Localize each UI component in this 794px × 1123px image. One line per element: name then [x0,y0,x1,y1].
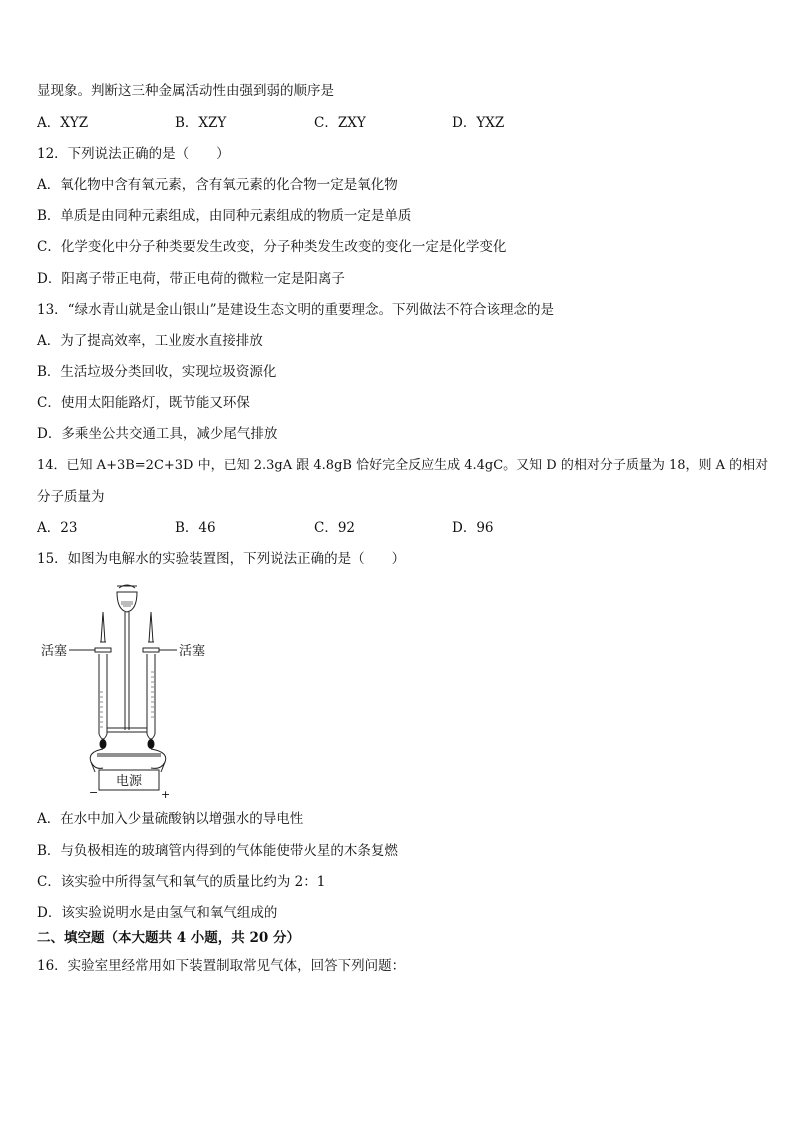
question-13-option-d[interactable]: D．多乘坐公共交通工具，减少尾气排放 [37,426,278,442]
question-15-option-d[interactable]: D．该实验说明水是由氢气和氧气组成的 [37,905,278,921]
middle-tube [125,612,129,730]
question-12-option-c[interactable]: C．化学变化中分子种类要发生改变，分子种类发生改变的变化一定是化学变化 [37,239,507,255]
question-12-stem: 12．下列说法正确的是（ ） [37,146,230,162]
electrodes [100,739,155,749]
question-15-option-c[interactable]: C．该实验中所得氢气和氧气的质量比约为 2：1 [37,874,326,890]
left-tube [95,612,111,739]
question-12-option-b[interactable]: B．单质是由同种元素组成，由同种元素组成的物质一定是单质 [37,208,412,224]
question-12-option-a[interactable]: A．氧化物中含有氧元素，含有氧元素的化合物一定是氧化物 [37,177,398,193]
question-11-stem-end: 显现象。判断这三种金属活动性由强到弱的顺序是 [37,83,334,99]
left-tube-scale [100,692,103,727]
electrolysis-apparatus-figure [37,582,237,800]
question-13-option-a[interactable]: A．为了提高效率，工业废水直接排放 [37,333,263,349]
option-c[interactable]: C．92 [314,520,356,536]
right-tube [143,612,159,739]
funnel-reservoir [117,585,137,612]
stand-base [97,754,161,756]
option-a[interactable]: A．23 [37,520,78,536]
option-b[interactable]: B．XZY [175,115,227,131]
question-13-option-b[interactable]: B．生活垃圾分类回收，实现垃圾资源化 [37,364,277,380]
connecting-tube [107,728,147,732]
question-13-option-c[interactable]: C．使用太阳能路灯，既节能又环保 [37,395,250,411]
section-2-heading: 二、填空题（本大题共 4 小题，共 20 分） [37,930,300,946]
question-14-stem-line1: 14．已知 A+3B=2C+3D 中，已知 2.3gA 跟 4.8gB 恰好完全反应生成 4.4gC。又知 D 的相对分子质量为 18，则 A 的相对 [37,458,769,473]
power-supply-label: 电源 [115,774,143,789]
question-12-option-d[interactable]: D．阳离子带正电荷，带正电荷的微粒一定是阳离子 [37,271,345,287]
question-15-stem: 15．如图为电解水的实验装置图，下列说法正确的是（ ） [37,551,406,567]
left-stopcock-label: 活塞 [41,644,68,659]
option-a[interactable]: A．XYZ [37,115,89,131]
option-d[interactable]: D．96 [452,520,494,536]
question-13-stem: 13．“绿水青山就是金山银山”是建设生态文明的重要理念。下列做法不符合该理念的是 [37,302,554,318]
question-15-option-b[interactable]: B．与负极相连的玻璃管内得到的气体能使带火星的木条复燃 [37,843,398,859]
question-16-stem: 16．实验室里经常用如下装置制取常见气体，回答下列问题： [37,958,406,974]
option-b[interactable]: B．46 [175,520,216,536]
right-stopcock-label: 活塞 [179,644,206,659]
negative-terminal-label: − [89,786,99,799]
question-15-option-a[interactable]: A．在水中加入少量硫酸钠以增强水的导电性 [37,811,304,827]
option-c[interactable]: C．ZXY [314,115,366,131]
option-d[interactable]: D．YXZ [452,115,505,131]
positive-terminal-label: + [161,788,171,800]
question-14-stem-line2: 分子质量为 [37,489,105,505]
right-tube-scale [151,672,154,717]
wires [90,749,166,772]
